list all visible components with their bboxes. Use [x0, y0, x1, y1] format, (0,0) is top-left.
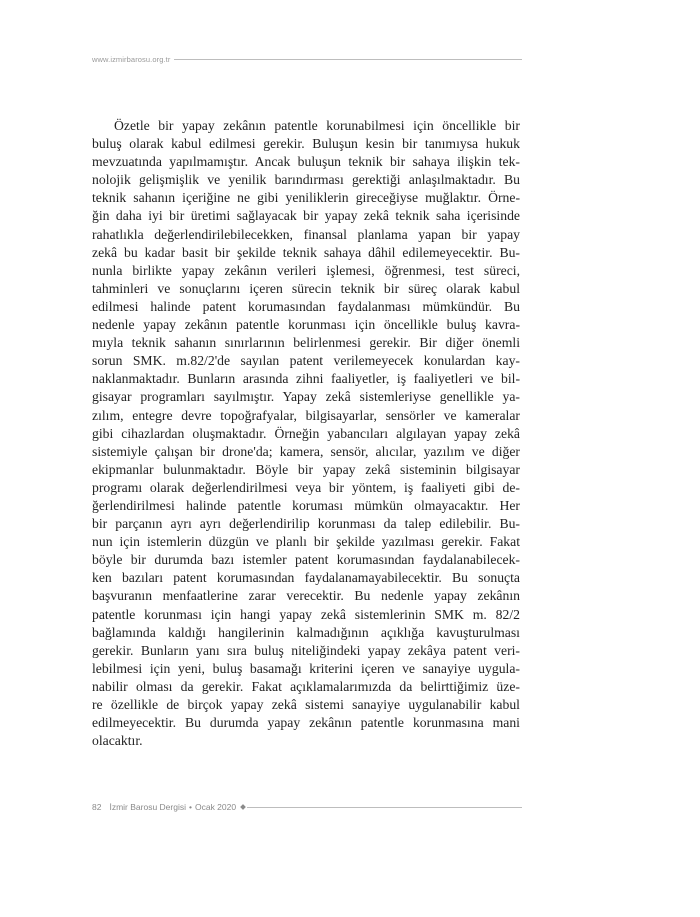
body-line: mıyla teknik sahanın sınırlarının belirlenmesi gerekir. Bir diğer önemli — [92, 335, 520, 351]
body-line: zekâ bu kadar basit bir şekilde teknik sahaya dâhil edilemeyecektir. Bu- — [92, 244, 520, 260]
body-line: programı olarak değerlendirilmesi veya bir yöntem, iş faaliyeti gibi de- — [92, 479, 520, 495]
body-line: naklanmaktadır. Bunların arasında zihni faaliyetler, iş faaliyetleri ve bil- — [92, 371, 520, 387]
body-line: gerekir. Bunların yanı sıra buluş niteliğindeki yapay zekâya patent veri- — [92, 642, 520, 658]
body-line: olacaktır. — [92, 733, 143, 749]
body-line: sorun SMK. m.82/2'de sayılan patent verilemeyecek konulardan kay- — [92, 353, 520, 369]
footer-separator: • — [189, 802, 192, 812]
body-line: gisayar programları sayılmıştır. Yapay zekâ sistemleriyse genellikle ya- — [92, 389, 520, 405]
body-line: başvuranın menfaatlerine zarar verecektir. Bu nedenle yapay zekânın — [92, 588, 520, 604]
body-line: nun için istemlerin düzgün ve planlı bir şekilde yazılması gerekir. Fakat — [92, 534, 520, 550]
body-line: böyle bir durumda bazı istemler patent korumasından faydalanabilecek- — [92, 552, 520, 568]
body-line: nolojik gelişmişlik ve yenilik barındırması gerektiği anlaşılmaktadır. Bu — [92, 172, 520, 188]
page-footer — [92, 801, 522, 813]
journal-name: İzmir Barosu Dergisi — [109, 802, 186, 812]
body-line: ken bazıları patent korumasından faydalanamayabilecektir. Bu sonuçta — [92, 570, 520, 586]
header-rule — [174, 59, 522, 60]
header-url: www.izmirbarosu.org.tr — [92, 54, 171, 64]
body-line: nabilir olması da gerekir. Fakat açıklamalarımızda da belirttiğimiz üze- — [92, 678, 520, 694]
body-line: buluş olarak kabul edilmesi gerekir. Buluşun kesin bir tanımıysa hukuk — [92, 136, 520, 152]
body-line: tahminleri ve sonuçlarını içeren sürecin teknik bir süreç olarak kabul — [92, 280, 520, 296]
body-line: ğerlendirilmesi halinde patentle koruması mümkün olmayacaktır. Her — [92, 497, 520, 513]
body-line: patentle korunması için hangi yapay zekâ sistemlerinin SMK m. 82/2 — [92, 606, 520, 622]
body-line: edilmesi halinde patent korumasından faydalanması mümkündür. Bu — [92, 298, 520, 314]
body-line: ğin daha iyi bir üretimi sağlayacak bir yapay zekâ teknik saha içerisinde — [92, 208, 520, 224]
body-line: mevzuatında yapılmamıştır. Ancak buluşun teknik bir sahaya ilişkin tek- — [92, 154, 520, 170]
body-line: nunla birlikte yapay zekânın verileri işlemesi, öğrenmesi, test süreci, — [92, 262, 520, 278]
journal-issue: Ocak 2020 — [194, 802, 237, 812]
body-line: ekipmanlar bulunmaktadır. Böyle bir yapay zekâ sisteminin bilgisayar — [92, 461, 520, 477]
page-number: 82 — [92, 802, 102, 812]
body-line: lebilmesi için yeni, buluş basamağı kriterini içeren ve sanayiye uygula- — [92, 660, 520, 676]
body-line: re özellikle de birçok yapay zekâ sistemi sanayiye uygulanabilir kabul — [92, 697, 520, 712]
body-line: edilmeyecektir. Bu durumda yapay zekânın patentle korunmasına mani — [92, 715, 520, 731]
body-line: gibi cihazlardan oluşmaktadır. Örneğin yabancıları algılayan yapay zekâ — [92, 425, 520, 441]
body-line: Özetle bir yapay zekânın patentle korunabilmesi için öncellikle bir — [114, 118, 520, 133]
body-text — [92, 117, 520, 750]
body-line: teknik sahanın içeriğine ne gibi yeniliklerin gireceğiyse muğlaktır. Örne- — [92, 190, 520, 206]
body-line: zılım, entegre devre topoğrafyalar, bilgisayarlar, sensörler ve kameralar — [92, 407, 520, 423]
body-line: bağlamında kaldığı hangilerinin kalmadığının açıklığa kavuşturulması — [92, 624, 520, 640]
body-line: rahatlıkla değerlendirilebilecekken, finansal planlama yapan bir yapay — [92, 226, 520, 242]
body-line: bir parçanın ayrı ayrı değerlendirilip korunması da talep edilebilir. Bu- — [92, 516, 520, 532]
page-header — [92, 53, 522, 65]
journal-info — [109, 802, 236, 812]
diamond-icon — [240, 804, 246, 810]
body-line: nedenle yapay zekânın patentle korunması için öncellikle buluş kavra- — [92, 317, 520, 333]
body-line: sistemiyle çalışan bir drone'da; kamera, sensör, alıcılar, yazılım ve diğer — [92, 443, 520, 459]
footer-rule — [247, 807, 522, 808]
